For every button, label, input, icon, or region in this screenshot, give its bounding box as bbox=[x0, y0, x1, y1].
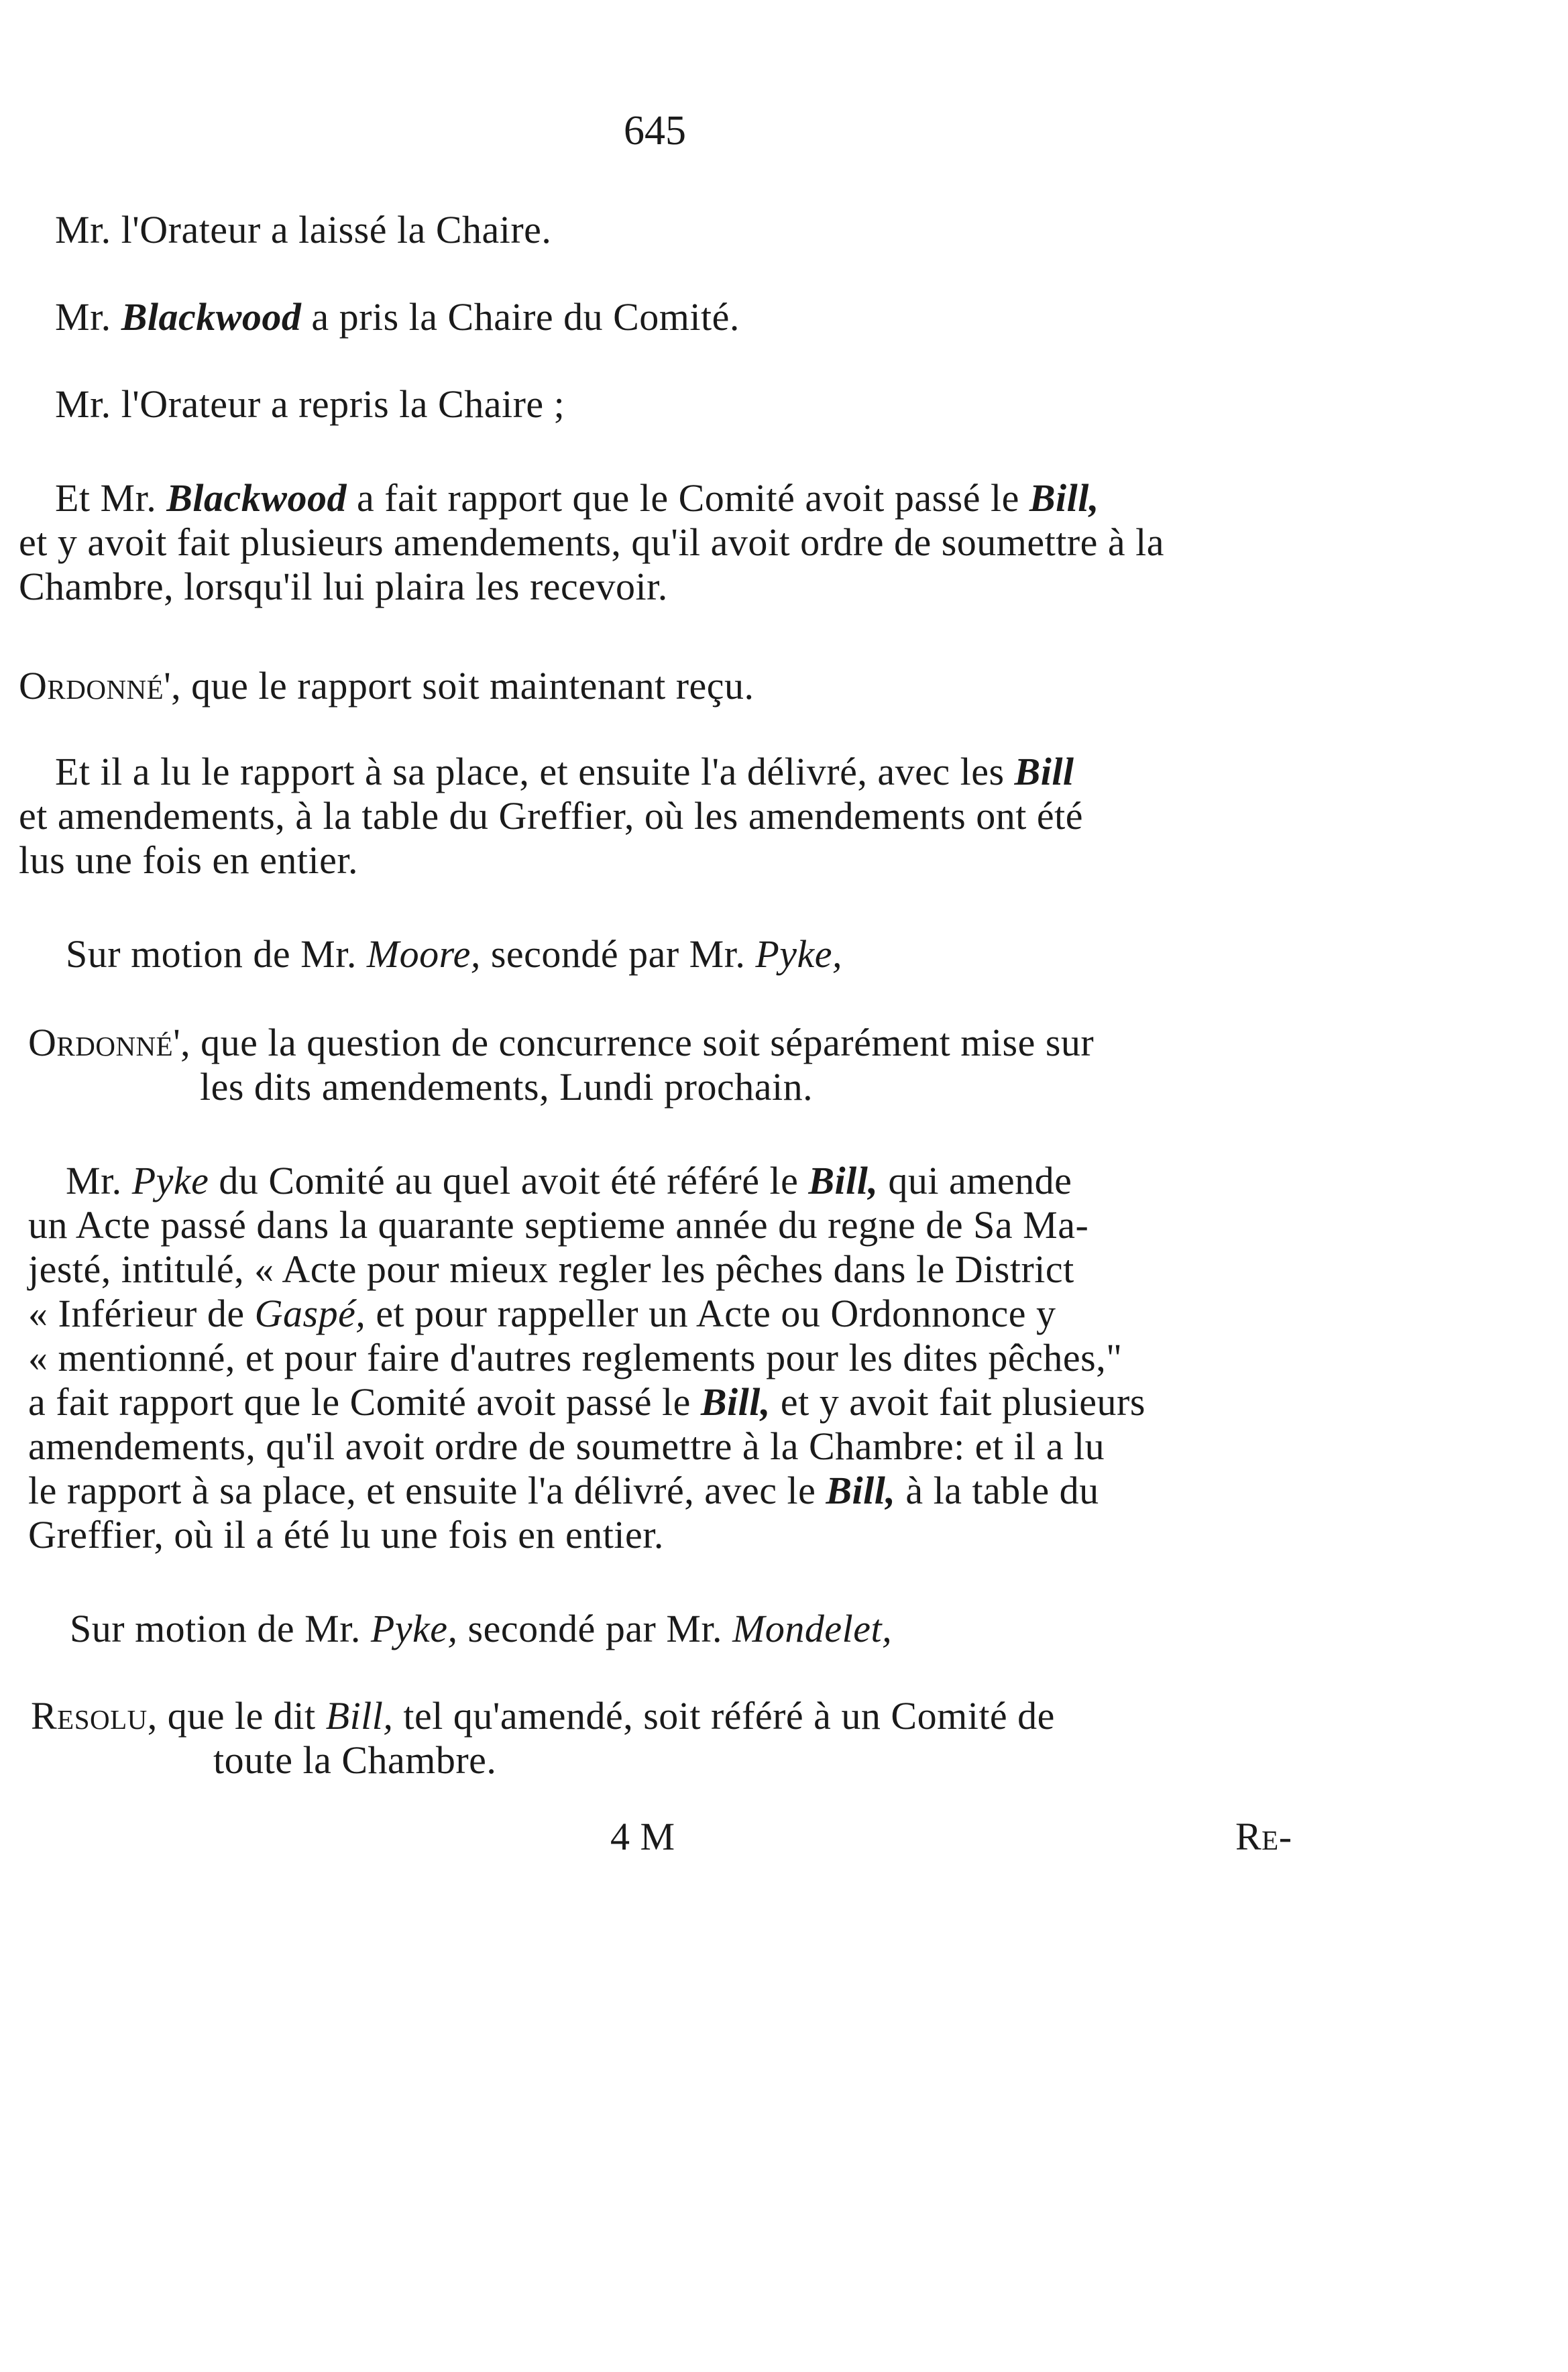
paragraph-blackwood-took-chair bbox=[55, 295, 740, 339]
member-name: Moore, bbox=[366, 932, 481, 976]
text: toute la Chambre. bbox=[213, 1738, 497, 1782]
text: et y avoit fait plusieurs amendements, qu'il avoit ordre de soumettre à la bbox=[19, 520, 1165, 564]
paragraph-committee-report-line-3 bbox=[19, 565, 668, 609]
paragraph-pyke-report-line-3 bbox=[28, 1247, 1074, 1292]
text: tel qu'amendé, soit référé à un Comité de bbox=[393, 1694, 1055, 1738]
paragraph-resolved-line-1 bbox=[31, 1694, 1055, 1738]
paragraph-pyke-report-line-4 bbox=[28, 1292, 1056, 1336]
text: Sur motion de Mr. bbox=[66, 932, 367, 976]
text: et y avoit fait plusieurs bbox=[770, 1380, 1145, 1424]
member-name: Blackwood bbox=[166, 476, 347, 520]
bill-word: Bill, bbox=[826, 1469, 896, 1512]
catchword: Re- bbox=[1235, 1815, 1292, 1858]
paragraph-committee-report-line-2 bbox=[19, 520, 1164, 565]
bill-word: Bill, bbox=[700, 1380, 771, 1424]
text: Chambre, lorsqu'il lui plaira les recevoir. bbox=[19, 565, 668, 608]
bill-word: Bill, bbox=[808, 1159, 879, 1202]
text: qui amende bbox=[878, 1159, 1072, 1202]
text: , que le rapport soit maintenant reçu. bbox=[171, 664, 754, 708]
paragraph-ordered-report-received bbox=[19, 664, 754, 708]
paragraph-ordered-concurrence-line-2 bbox=[200, 1065, 813, 1109]
signature-mark: 4 M bbox=[610, 1815, 675, 1858]
bill-word: Bill bbox=[1014, 750, 1074, 793]
text: les dits amendements, Lundi prochain. bbox=[200, 1065, 814, 1109]
text: lus une fois en entier. bbox=[19, 838, 359, 882]
paragraph-motion-pyke bbox=[70, 1607, 892, 1651]
text: le rapport à sa place, et ensuite l'a délivré, avec le bbox=[28, 1469, 826, 1512]
member-name: Pyke, bbox=[370, 1607, 458, 1650]
paragraph-pyke-report-line-5 bbox=[28, 1336, 1122, 1380]
paragraph-ordered-concurrence-line-1 bbox=[28, 1021, 1094, 1065]
ordonne-heading: Ordonné' bbox=[28, 1021, 181, 1064]
paragraph-pyke-report-line-7 bbox=[28, 1424, 1105, 1469]
page-number: 645 bbox=[624, 108, 686, 154]
text: et amendements, à la table du Greffier, où les amendements ont été bbox=[19, 794, 1083, 838]
paragraph-report-read-line-3 bbox=[19, 838, 358, 883]
text: et pour rappeller un Acte ou Ordonnonce y bbox=[366, 1292, 1056, 1335]
bill-word: Bill, bbox=[1029, 476, 1099, 520]
member-name: Mondelet, bbox=[732, 1607, 893, 1650]
paragraph-report-read-line-1 bbox=[55, 750, 1074, 794]
paragraph-report-read-line-2 bbox=[19, 794, 1083, 838]
text: a pris la Chaire du Comité. bbox=[301, 295, 740, 339]
text: secondé par Mr. bbox=[480, 932, 756, 976]
paragraph-pyke-report-line-8 bbox=[28, 1469, 1099, 1513]
bill-word: Bill, bbox=[325, 1694, 394, 1738]
text: Mr. l'Orateur a laissé la Chaire. bbox=[55, 208, 552, 251]
paragraph-pyke-report-line-9 bbox=[28, 1513, 664, 1557]
text: , que le dit bbox=[147, 1694, 326, 1738]
text: a fait rapport que le Comité avoit passé le bbox=[346, 476, 1029, 520]
paragraph-pyke-report-line-2 bbox=[28, 1203, 1088, 1247]
text: à la table du bbox=[895, 1469, 1099, 1512]
text: secondé par Mr. bbox=[457, 1607, 733, 1650]
paragraph-speaker-resumed-chair bbox=[55, 382, 565, 427]
text: Et il a lu le rapport à sa place, et ensuite l'a délivré, avec les bbox=[55, 750, 1015, 793]
text: Sur motion de Mr. bbox=[70, 1607, 371, 1650]
text: Et Mr. bbox=[55, 476, 167, 520]
paragraph-speaker-left-chair bbox=[55, 208, 551, 252]
text: a fait rapport que le Comité avoit passé le bbox=[28, 1380, 701, 1424]
text: du Comité au quel avoit été référé le bbox=[209, 1159, 809, 1202]
paragraph-motion-moore bbox=[66, 932, 842, 976]
text: « mentionné, et pour faire d'autres reglements pour les dites pêches," bbox=[28, 1336, 1123, 1379]
text: amendements, qu'il avoit ordre de soumettre à la Chambre: et il a lu bbox=[28, 1424, 1105, 1468]
paragraph-pyke-report-line-1 bbox=[66, 1159, 1072, 1203]
text: Mr. bbox=[55, 295, 121, 339]
member-name: Blackwood bbox=[121, 295, 302, 339]
text: Mr. l'Orateur a repris la Chaire ; bbox=[55, 382, 565, 426]
place-name: Gaspé, bbox=[254, 1292, 366, 1335]
text: un Acte passé dans la quarante septieme année du regne de Sa Ma- bbox=[28, 1203, 1089, 1247]
text: , que la question de concurrence soit séparément mise sur bbox=[180, 1021, 1095, 1064]
paragraph-pyke-report-line-6 bbox=[28, 1380, 1145, 1424]
text: Greffier, où il a été lu une fois en entier. bbox=[28, 1513, 664, 1557]
paragraph-committee-report-line-1 bbox=[55, 476, 1099, 520]
ordonne-heading: Ordonné' bbox=[19, 664, 172, 708]
text: Mr. bbox=[66, 1159, 132, 1202]
paragraph-resolved-line-2 bbox=[213, 1738, 496, 1783]
member-name: Pyke, bbox=[755, 932, 843, 976]
member-name: Pyke bbox=[131, 1159, 209, 1202]
text: jesté, intitulé, « Acte pour mieux regler les pêches dans le District bbox=[28, 1247, 1074, 1291]
resolu-heading: Resolu bbox=[31, 1694, 148, 1738]
text: « Inférieur de bbox=[28, 1292, 255, 1335]
